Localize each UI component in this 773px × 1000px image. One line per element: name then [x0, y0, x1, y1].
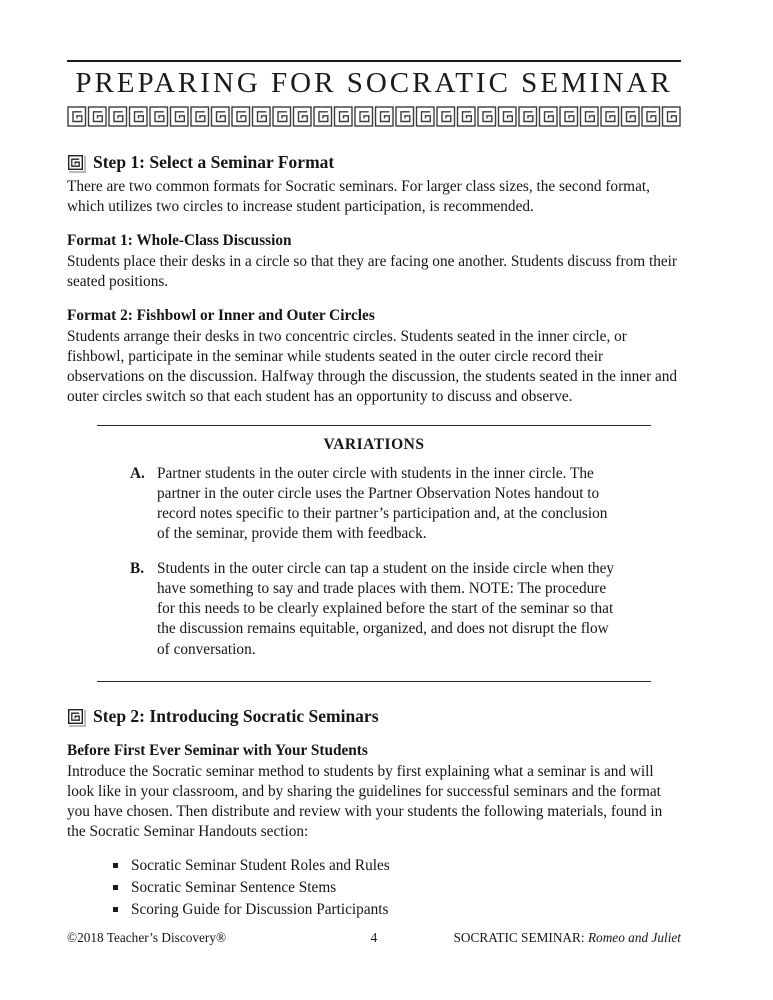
page-footer	[67, 930, 681, 946]
step2-heading	[67, 706, 681, 727]
footer-series-label: SOCRATIC SEMINAR:	[453, 930, 585, 945]
footer-book-title	[377, 930, 681, 946]
square-bullet-icon	[113, 907, 118, 912]
title-block	[67, 60, 681, 130]
step2-section	[67, 706, 681, 920]
variation-label: B.	[130, 560, 145, 578]
copyright-text: ©2018 Teacher’s Discovery®	[67, 930, 227, 945]
greek-key-icon	[67, 154, 84, 171]
greek-key-border	[67, 104, 681, 130]
step2-heading-text: Step 2: Introducing Socratic Seminars	[93, 705, 379, 726]
format2-body: Students arrange their desks in two concentric circles. Students seated in the inner circle, or fishbowl, participate in the seminar while students seated in the outer circle record their observations on the discussion. Halfway through the discussion, the students seated in the inner and outer circles switch so that each student has an opportunity to discuss and observe.	[67, 328, 678, 406]
square-bullet-icon	[113, 885, 118, 890]
step1-heading-text: Step 1: Select a Seminar Format	[93, 152, 335, 172]
title-top-rule	[67, 60, 681, 62]
list-item-text: Socratic Seminar Student Roles and Rules	[131, 856, 390, 874]
page-title: PREPARING FOR SOCRATIC SEMINAR	[75, 67, 673, 99]
before-seminar-heading: Before First Ever Seminar with Your Students	[67, 741, 368, 759]
format1-body: Students place their desks in a circle so that they are facing one another. Students discuss from their seated positions.	[67, 253, 678, 291]
step1-section	[67, 152, 681, 407]
variations-box	[97, 425, 651, 681]
page-number: 4	[370, 930, 378, 945]
footer-book-name: Romeo and Juliet	[587, 930, 681, 945]
list-item-text: Socratic Seminar Sentence Stems	[131, 878, 337, 896]
square-bullet-icon	[113, 863, 118, 868]
variation-label: A.	[130, 465, 145, 483]
step1-intro: There are two common formats for Socratic seminars. For larger class sizes, the second format, which utilizes two circles to increase student participation, is recommended.	[67, 178, 650, 216]
step2-body: Introduce the Socratic seminar method to students by first explaining what a seminar is and will look like in your classroom, and by sharing the guidelines for successful seminars and the format you have chosen. Then distribute and review with your students the following materials, found in the Socratic Seminar Handouts section:	[67, 762, 663, 840]
variation-text: Partner students in the outer circle with students in the inner circle. The partner in the outer circle uses the Partner Observation Notes handout to record notes specific to their partner’s participation and, at the conclusion of the seminar, provide them with feedback.	[157, 465, 608, 543]
variation-text: Students in the outer circle can tap a student on the inside circle when they have something to say and trade places with them. NOTE: The procedure for this needs to be clearly explained before the start of the seminar so that the discussion remains equitable, organized, and does not disrupt the flow of conversation.	[157, 560, 615, 658]
variation-item-a	[130, 464, 620, 544]
list-item-text: Scoring Guide for Discussion Participants	[131, 900, 389, 918]
format1-heading: Format 1: Whole-Class Discussion	[67, 232, 292, 250]
variations-heading: VARIATIONS	[323, 436, 425, 454]
format2-heading: Format 2: Fishbowl or Inner and Outer Circles	[67, 307, 375, 325]
variation-item-b	[130, 559, 620, 659]
page-content	[67, 60, 681, 921]
handouts-list	[113, 855, 681, 920]
list-item	[113, 877, 681, 898]
step1-heading	[67, 152, 681, 173]
greek-key-icon	[67, 708, 84, 725]
list-item	[113, 855, 681, 876]
list-item	[113, 899, 681, 920]
